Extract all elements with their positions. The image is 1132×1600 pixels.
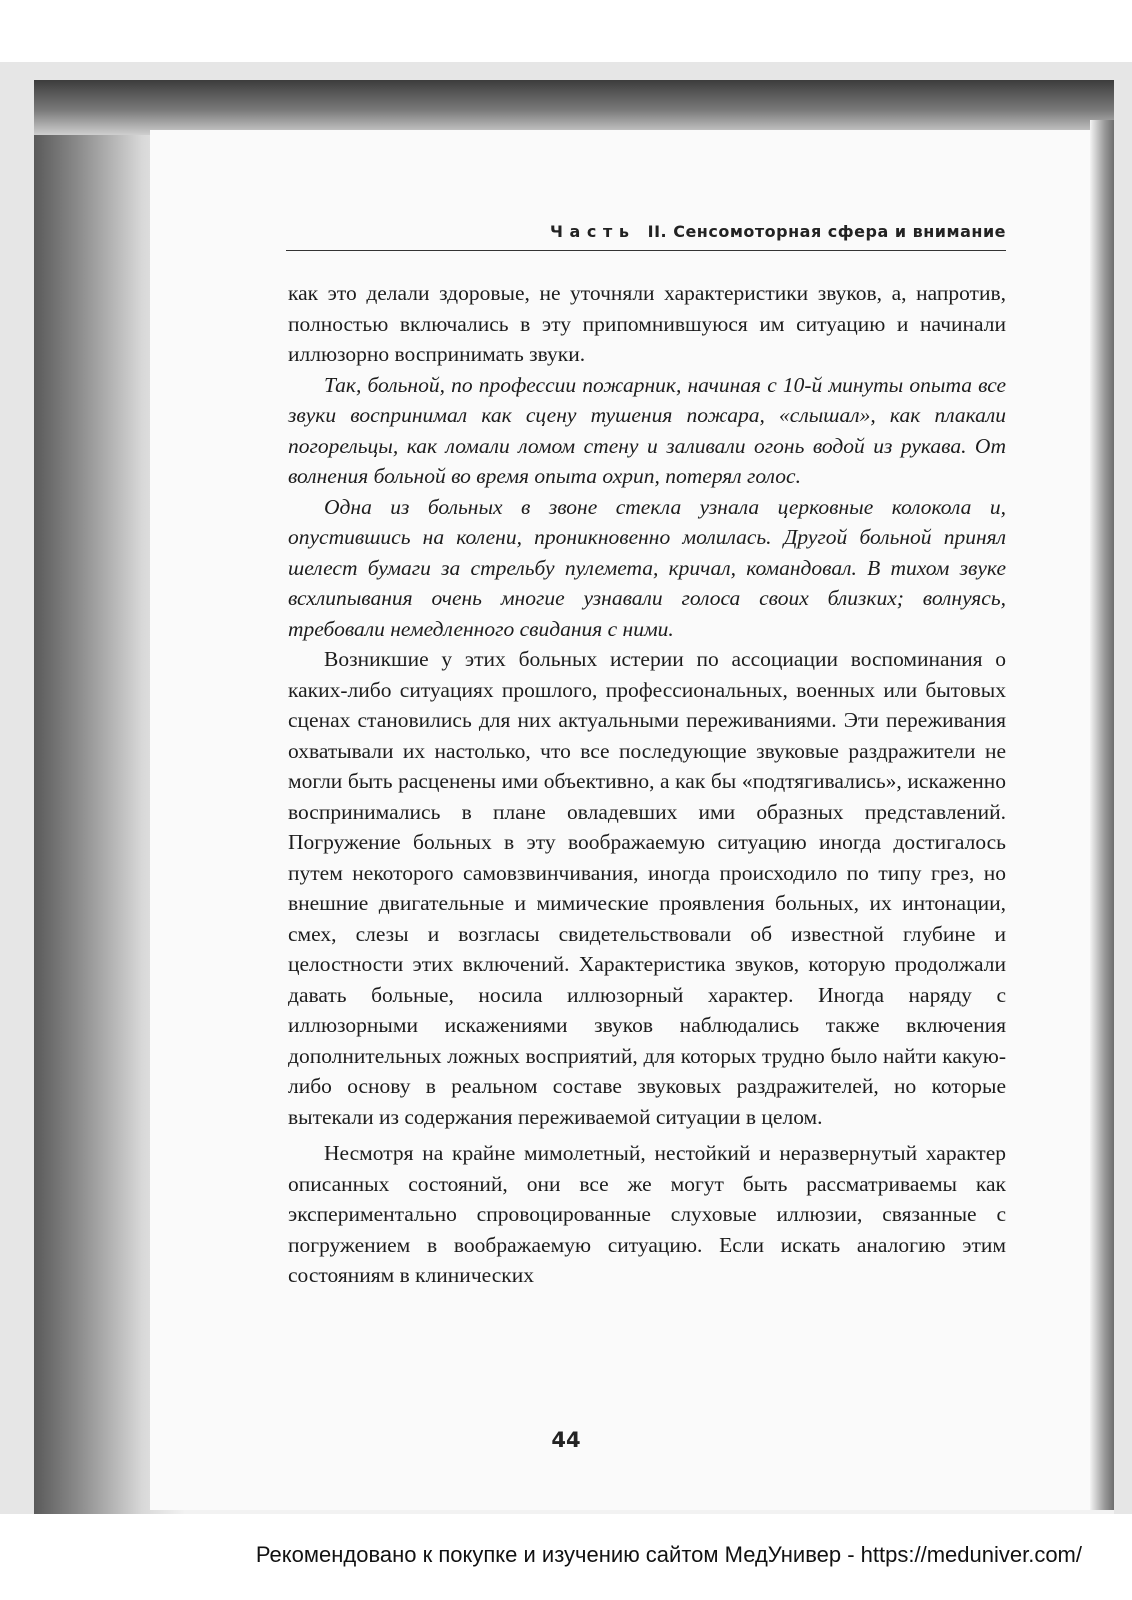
running-head bbox=[286, 216, 1006, 251]
page-edge-right bbox=[1090, 120, 1114, 1510]
body-text bbox=[288, 278, 1006, 1291]
paragraph: Несмотря на крайне мимолетный, нестойкий и неразвернутый характер описанных состояний, они все же могут быть рассматриваемы как экспериментально спровоцированные слуховые иллюзии, связанные с погружением в воображаемую ситуацию. Если искать аналогию этим состояниям в клинических bbox=[288, 1141, 1006, 1287]
footer-recommendation: Рекомендовано к покупке и изучению сайтом МедУнивер - https://meduniver.com/ bbox=[255, 1542, 1082, 1567]
running-head-text: Ч а с т ь II. Сенсомоторная сфера и внимание bbox=[550, 222, 1006, 241]
page-number: 44 bbox=[551, 1428, 581, 1452]
paragraph: как это делали здоровые, не уточняли характеристики звуков, а, напротив, полностью включались в эту припомнившуюся им ситуацию и начинали иллюзорно воспринимать звуки. bbox=[288, 281, 1006, 366]
paragraph-example: Так, больной, по профессии пожарник, начиная с 10-й минуты опыта все звуки воспринимал как сцену тушения пожара, «слышал», как плакали погорельцы, как ломали ломом стену и заливали огонь водой из рукава. От волнения больной во время опыта охрип, потерял голос. bbox=[288, 372, 1006, 488]
paragraph-example: Одна из больных в звоне стекла узнала церковные колокола и, опустившись на колени, проникновенно молилась. Другой больной принял шелест бумаги за стрельбу пулемета, кричал, командовал. В тихом звуке всхлипывания очень многие узнавали голоса своих близких; волнуясь, требовали немедленного свидания с ними. bbox=[288, 494, 1006, 641]
binding-shadow-top bbox=[34, 80, 1114, 135]
paragraph: Возникшие у этих больных истерии по ассоциации воспоминания о каких-либо ситуациях прошлого, профессиональных, военных или бытовых сценах становились для них актуальными переживаниями. Эти переживания охватывали их настолько, что все последующие звуковые раздражители не могли быть расценены ими объективно, а как бы «подтягивались», искаженно воспринимались в плане овладевших ими образных представлений. Погружение больных в эту воображаемую ситуацию иногда достигалось путем некоторого самовзвинчивания, иногда происходило по типу грез, но внешние двигательные и мимические проявления больных, их интонации, смех, слезы и возгласы свидетельствовали об известной глубине и целостности этих включений. Характеристика звуков, которую продолжали давать больные, носила иллюзорный характер. Иногда наряду с иллюзорными искажениями звуков наблюдались также включения дополнительных ложных восприятий, для которых трудно было найти какую-либо основу в реальном составе звуковых раздражителей, но которые вытекали из содержания переживаемой ситуации в целом. bbox=[288, 647, 1006, 1129]
